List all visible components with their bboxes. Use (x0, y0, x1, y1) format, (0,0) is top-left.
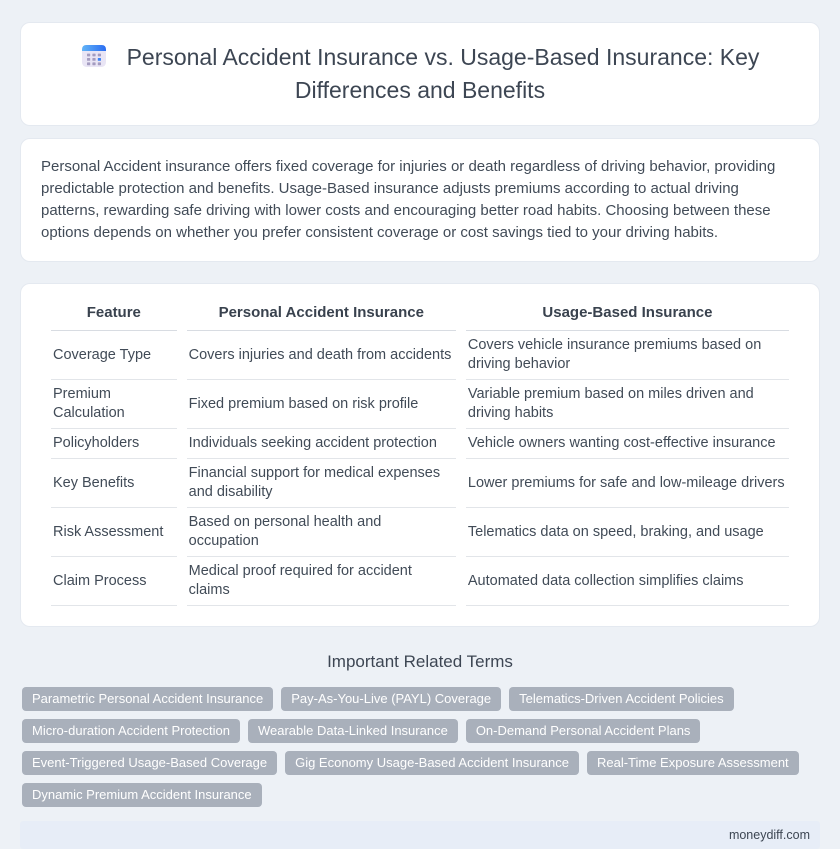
table-header-row (51, 298, 789, 331)
term-tag[interactable]: Dynamic Premium Accident Insurance (22, 783, 262, 807)
personal-accident-cell: Covers injuries and death from accidents (187, 331, 456, 380)
personal-accident-cell: Individuals seeking accident protection (187, 429, 456, 459)
table-row (51, 380, 789, 429)
footer-bar (20, 821, 820, 849)
personal-accident-cell: Fixed premium based on risk profile (187, 380, 456, 429)
column-header-personal-accident: Personal Accident Insurance (187, 298, 456, 331)
column-header-usage-based: Usage-Based Insurance (466, 298, 789, 331)
personal-accident-cell: Financial support for medical expenses and disability (187, 459, 456, 508)
feature-cell: Claim Process (51, 557, 177, 606)
feature-cell: Key Benefits (51, 459, 177, 508)
term-tag[interactable]: Parametric Personal Accident Insurance (22, 687, 273, 711)
site-name: moneydiff.com (728, 828, 810, 842)
term-tag[interactable]: Pay-As-You-Live (PAYL) Coverage (281, 687, 501, 711)
term-tag[interactable]: Micro-duration Accident Protection (22, 719, 240, 743)
term-tag[interactable]: Wearable Data-Linked Insurance (248, 719, 458, 743)
table-row (51, 331, 789, 380)
usage-based-cell: Covers vehicle insurance premiums based on driving behavior (466, 331, 789, 380)
comparison-table (41, 298, 799, 606)
personal-accident-cell: Based on personal health and occupation (187, 508, 456, 557)
page-title-text: Personal Accident Insurance vs. Usage-Based Insurance: Key Differences and Benefits (126, 44, 760, 103)
table-row (51, 459, 789, 508)
term-tag[interactable]: Event-Triggered Usage-Based Coverage (22, 751, 277, 775)
feature-cell: Coverage Type (51, 331, 177, 380)
term-tag[interactable]: Real-Time Exposure Assessment (587, 751, 799, 775)
usage-based-cell: Variable premium based on miles driven and driving habits (466, 380, 789, 429)
table-row (51, 557, 789, 606)
column-header-feature: Feature (51, 298, 177, 331)
feature-cell: Policyholders (51, 429, 177, 459)
table-row (51, 508, 789, 557)
usage-based-cell: Automated data collection simplifies claims (466, 557, 789, 606)
page-title (45, 43, 795, 105)
related-terms-heading: Important Related Terms (327, 652, 513, 671)
usage-based-cell: Lower premiums for safe and low-mileage drivers (466, 459, 789, 508)
description-card (20, 138, 820, 262)
usage-based-cell: Telematics data on speed, braking, and usage (466, 508, 789, 557)
related-terms-list (22, 687, 818, 807)
term-tag[interactable]: Gig Economy Usage-Based Accident Insurance (285, 751, 579, 775)
title-card (20, 22, 820, 126)
term-tag[interactable]: Telematics-Driven Accident Policies (509, 687, 733, 711)
description-text: Personal Accident insurance offers fixed coverage for injuries or death regardless of driving behavior, providing predictable protection and benefits. Usage-Based insurance adjusts premiums according to actual driving patterns, rewarding safe driving with lower costs and encouraging better road habits. Choosing between these options depends on whether you prefer consistent coverage or cost savings tied to your driving habits. (41, 158, 776, 241)
personal-accident-cell: Medical proof required for accident claims (187, 557, 456, 606)
table-row (51, 429, 789, 459)
calendar-icon (81, 43, 107, 76)
term-tag[interactable]: On-Demand Personal Accident Plans (466, 719, 701, 743)
feature-cell: Risk Assessment (51, 508, 177, 557)
feature-cell: Premium Calculation (51, 380, 177, 429)
comparison-card (20, 283, 820, 627)
usage-based-cell: Vehicle owners wanting cost-effective insurance (466, 429, 789, 459)
